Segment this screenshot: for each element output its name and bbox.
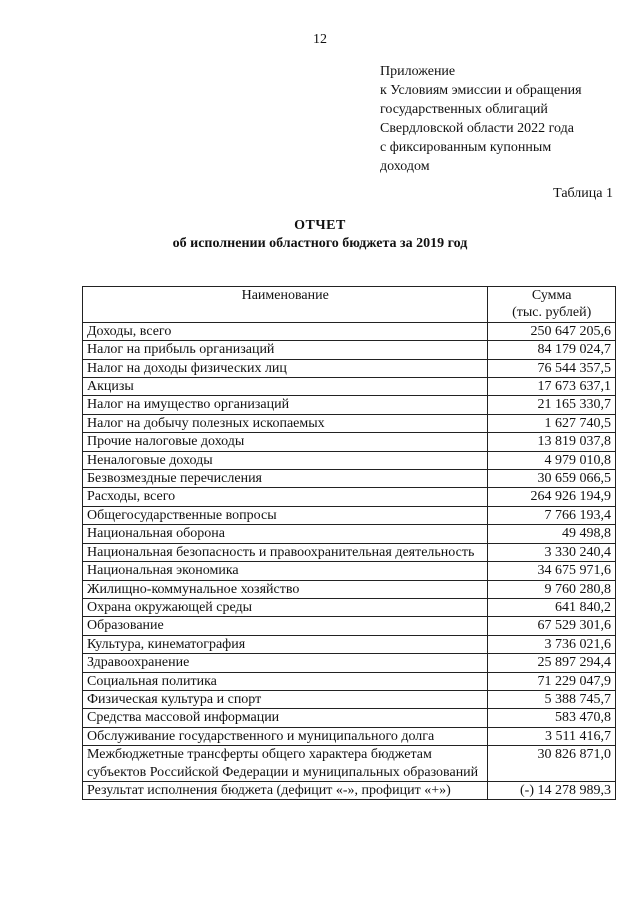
row-name: Культура, кинематография: [83, 635, 488, 653]
row-sum: 30 826 871,0: [488, 746, 616, 782]
row-name: Национальная безопасность и правоохранительная деятельность: [83, 543, 488, 561]
header-sum-line: (тыс. рублей): [512, 305, 592, 321]
row-name: Национальная оборона: [83, 525, 488, 543]
row-sum: 3 330 240,4: [488, 543, 616, 561]
row-sum: 17 673 637,1: [488, 378, 616, 396]
row-sum: 84 179 024,7: [488, 341, 616, 359]
row-name: Налог на прибыль организаций: [83, 341, 488, 359]
row-sum: 7 766 193,4: [488, 506, 616, 524]
table-header-row: [83, 287, 616, 323]
table-row: [83, 580, 616, 598]
table-row: [83, 617, 616, 635]
row-name: Обслуживание государственного и муниципального долга: [83, 727, 488, 745]
row-sum: 5 388 745,7: [488, 690, 616, 708]
row-name: Доходы, всего: [83, 322, 488, 340]
row-name: Прочие налоговые доходы: [83, 433, 488, 451]
header-name: Наименование: [83, 287, 488, 323]
row-name: Акцизы: [83, 378, 488, 396]
table-row: [83, 525, 616, 543]
row-sum: 30 659 066,5: [488, 470, 616, 488]
row-sum: 34 675 971,6: [488, 562, 616, 580]
row-sum: 71 229 047,9: [488, 672, 616, 690]
row-sum: 49 498,8: [488, 525, 616, 543]
table-row: [83, 781, 616, 799]
row-sum: 264 926 194,9: [488, 488, 616, 506]
table-row: [83, 562, 616, 580]
appendix-note: [380, 62, 620, 176]
table-row: [83, 359, 616, 377]
row-name: Физическая культура и спорт: [83, 690, 488, 708]
appendix-line: доходом: [380, 159, 430, 174]
row-name: Охрана окружающей среды: [83, 598, 488, 616]
row-sum: 3 511 416,7: [488, 727, 616, 745]
table-row: [83, 414, 616, 432]
row-sum: 9 760 280,8: [488, 580, 616, 598]
report-subtitle: об исполнении областного бюджета за 2019 год: [172, 236, 468, 251]
appendix-line: Свердловской области 2022 года: [380, 121, 574, 136]
row-name: Образование: [83, 617, 488, 635]
row-name: Жилищно-коммунальное хозяйство: [83, 580, 488, 598]
row-sum: 641 840,2: [488, 598, 616, 616]
table-row: [83, 672, 616, 690]
appendix-line: с фиксированным купонным: [380, 140, 552, 155]
table-row: [83, 543, 616, 561]
row-name: Общегосударственные вопросы: [83, 506, 488, 524]
row-name: Здравоохранение: [83, 654, 488, 672]
row-sum: 13 819 037,8: [488, 433, 616, 451]
row-name: Национальная экономика: [83, 562, 488, 580]
table-row: [83, 727, 616, 745]
row-name: Неналоговые доходы: [83, 451, 488, 469]
table-row: [83, 506, 616, 524]
row-name: Межбюджетные трансферты общего характера бюджетам субъектов Российской Федерации и муниципальных образований: [83, 746, 488, 782]
row-sum: 21 165 330,7: [488, 396, 616, 414]
row-name: Налог на добычу полезных ископаемых: [83, 414, 488, 432]
table-row: [83, 433, 616, 451]
table-row: [83, 488, 616, 506]
row-name: Налог на имущество организаций: [83, 396, 488, 414]
budget-table: [82, 286, 616, 800]
row-sum: 1 627 740,5: [488, 414, 616, 432]
row-name: Социальная политика: [83, 672, 488, 690]
table-row: [83, 322, 616, 340]
table-row: [83, 690, 616, 708]
row-name: Средства массовой информации: [83, 709, 488, 727]
table-body: [83, 322, 616, 800]
table-row: [83, 746, 616, 782]
row-name: Безвозмездные перечисления: [83, 470, 488, 488]
table-row: [83, 654, 616, 672]
row-sum: 67 529 301,6: [488, 617, 616, 635]
row-sum: (-) 14 278 989,3: [488, 781, 616, 799]
table-row: [83, 378, 616, 396]
row-name: Расходы, всего: [83, 488, 488, 506]
header-sum-line: Сумма: [531, 288, 572, 303]
appendix-line: Приложение: [380, 64, 456, 79]
table-row: [83, 470, 616, 488]
appendix-line: государственных облигаций: [380, 102, 548, 117]
row-sum: 3 736 021,6: [488, 635, 616, 653]
table-row: [83, 341, 616, 359]
row-name: Налог на доходы физических лиц: [83, 359, 488, 377]
table-label: Таблица 1: [553, 186, 613, 201]
table-row: [83, 451, 616, 469]
header-sum: [488, 287, 616, 323]
row-name: Результат исполнения бюджета (дефицит «-», профицит «+»): [83, 781, 488, 799]
table-row: [83, 598, 616, 616]
row-sum: 583 470,8: [488, 709, 616, 727]
row-sum: 250 647 205,6: [488, 322, 616, 340]
row-sum: 25 897 294,4: [488, 654, 616, 672]
table-row: [83, 635, 616, 653]
table-row: [83, 709, 616, 727]
appendix-line: к Условиям эмиссии и обращения: [380, 83, 582, 98]
row-sum: 4 979 010,8: [488, 451, 616, 469]
table-row: [83, 396, 616, 414]
report-title: ОТЧЕТ: [294, 218, 346, 233]
page-number: 12: [313, 32, 327, 47]
row-sum: 76 544 357,5: [488, 359, 616, 377]
